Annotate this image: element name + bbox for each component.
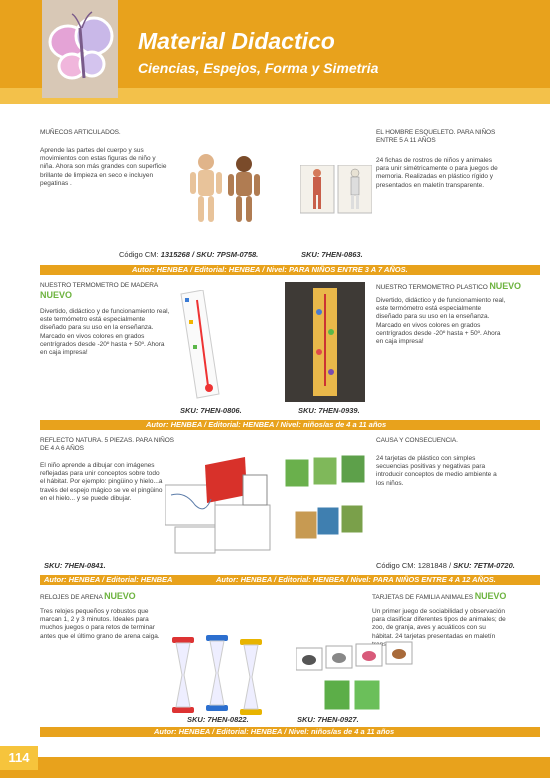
termo-madera-title: NUESTRO TERMOMETRO DE MADERA: [40, 282, 159, 289]
plastic-thermometer-image: [285, 282, 365, 402]
cause-cards-image: [285, 455, 370, 545]
sand-timers-image: [170, 635, 270, 715]
esqueleto-description: 24 fichas de rostros de niños y animales para unir simétricamente o para juegos de memoria. Realizadas en plástico rígido y presentados en maletín transparente.: [376, 157, 498, 189]
causa-title: CAUSA Y CONSECUENCIA.: [376, 437, 458, 444]
relojes-title-row: RELOJES DE ARENA NUEVO: [40, 591, 136, 601]
footer-band: [0, 757, 550, 778]
page-title: Material Didactico: [138, 28, 335, 54]
relojes-description: Tres relojes pequeños y robustos que marcan 1, 2 y 3 minutos. Ideales para muchos juegos o para retos de terminar antes que el último grano de arena caiga.: [40, 608, 160, 640]
info-bar-2: Autor: HENBEA / Editorial: HENBEA / Nivel: niños/as de 4 a 11 años: [40, 420, 540, 430]
reflecto-title: REFLECTO NATURA. 5 PIEZAS. PARA NIÑOS DE 4 A 6 AÑOS: [40, 437, 174, 452]
page-number: 114: [0, 746, 38, 770]
causa-sku: Código CM: 1281848 / SKU: 7ETM-0720.: [376, 561, 515, 570]
termo-madera-description: Divertido, didáctico y de funcionamiento real, este termómetro está especialmente diseñado para su uso en la enseñanza. Marcado en vivos colores en grados centrígrados desde -20º hasta + 50º. Ahora en caja impresa!: [40, 308, 170, 357]
termo-plastico-title-row: NUESTRO TERMOMETRO PLASTICO NUEVO: [376, 281, 521, 291]
tarjetas-sku: SKU: 7HEN-0927.: [297, 715, 359, 724]
causa-description: 24 tarjetas de plástico con simples secuencias positivas y negativas para introducir conceptos de medio ambiente a los niños.: [376, 455, 497, 487]
tarjetas-title-row: TARJETAS DE FAMILIA ANIMALES NUEVO: [372, 591, 507, 601]
tarjetas-description: Un primer juego de sociabilidad y observación para clasificar diferentes tipos de animales; de zoo, de granja, aves y acuáticos con su hábitat. 24 tarjetas presentadas en maletín: [372, 608, 506, 640]
termo-madera-sku: SKU: 7HEN-0806.: [180, 406, 242, 415]
tarjetas-nuevo-badge: NUEVO: [474, 591, 507, 601]
info-bar-3b: Autor: HENBEA / Editorial: HENBEA / Nivel: PARA NIÑOS ENTRE 4 A 12 AÑOS.: [216, 575, 496, 584]
info-bar-4: Autor: HENBEA / Editorial: HENBEA / Nivel: niños/as de 4 a 11 años: [40, 727, 540, 737]
munecos-description: Aprende las partes del cuerpo y sus movimientos con estas figuras de niño y niña. Ahora son más grandes con superficie brillante de limpieza en seco e incluyen pegatinas .: [40, 147, 167, 187]
munecos-title: MUÑECOS ARTICULADOS.: [40, 129, 121, 136]
reflecto-description: El niño aprende a dibujar con imágenes reflejadas para unir conceptos sobre todo el hábitat. Por ejemplo: pingüino y hielo...a través del espejo mágico se ve el pingüino en el hielo... y se puede dibujar.: [40, 462, 163, 502]
relojes-sku: SKU: 7HEN-0822.: [187, 715, 249, 724]
logo-box: [42, 0, 118, 98]
skeleton-cards-image: [300, 165, 372, 215]
termo-plastico-description: Divertido, didáctico y de funcionamiento real, este termómetro está especialmente diseñado para su uso en la enseñanza. Marcado en vivos colores en grados centrígrados desde -20º hasta + 50º. Ahora en caja impresa!: [376, 297, 506, 346]
esqueleto-title: EL HOMBRE ESQUELETO. PARA NIÑOS ENTRE 5 A 11 AÑOS: [376, 129, 496, 144]
dolls-image: [180, 150, 270, 230]
wood-thermometer-image: [175, 290, 235, 400]
esqueleto-sku: SKU: 7HEN-0863.: [301, 250, 363, 259]
info-bar-3: [40, 575, 540, 585]
munecos-sku: Código CM: 1315268 / SKU: 7PSM-0758.: [119, 250, 259, 259]
reflecto-sku: SKU: 7HEN-0841.: [44, 561, 106, 570]
termo-madera-nuevo-badge: NUEVO: [40, 290, 73, 300]
butterfly-icon: [42, 0, 118, 98]
page-subtitle: Ciencias, Espejos, Forma y Simetria: [138, 60, 379, 76]
info-bar-3a: Autor: HENBEA / Editorial: HENBEA: [44, 575, 173, 584]
reflecto-image: [165, 455, 275, 555]
termo-plastico-sku: SKU: 7HEN-0939.: [298, 406, 360, 415]
relojes-nuevo-badge: NUEVO: [104, 591, 136, 601]
animal-cards-image: [296, 640, 426, 715]
info-bar-1: Autor: HENBEA / Editorial: HENBEA / Nivel: PARA NIÑOS ENTRE 3 A 7 AÑOS.: [40, 265, 540, 275]
termo-plastico-nuevo-badge: NUEVO: [489, 281, 521, 291]
